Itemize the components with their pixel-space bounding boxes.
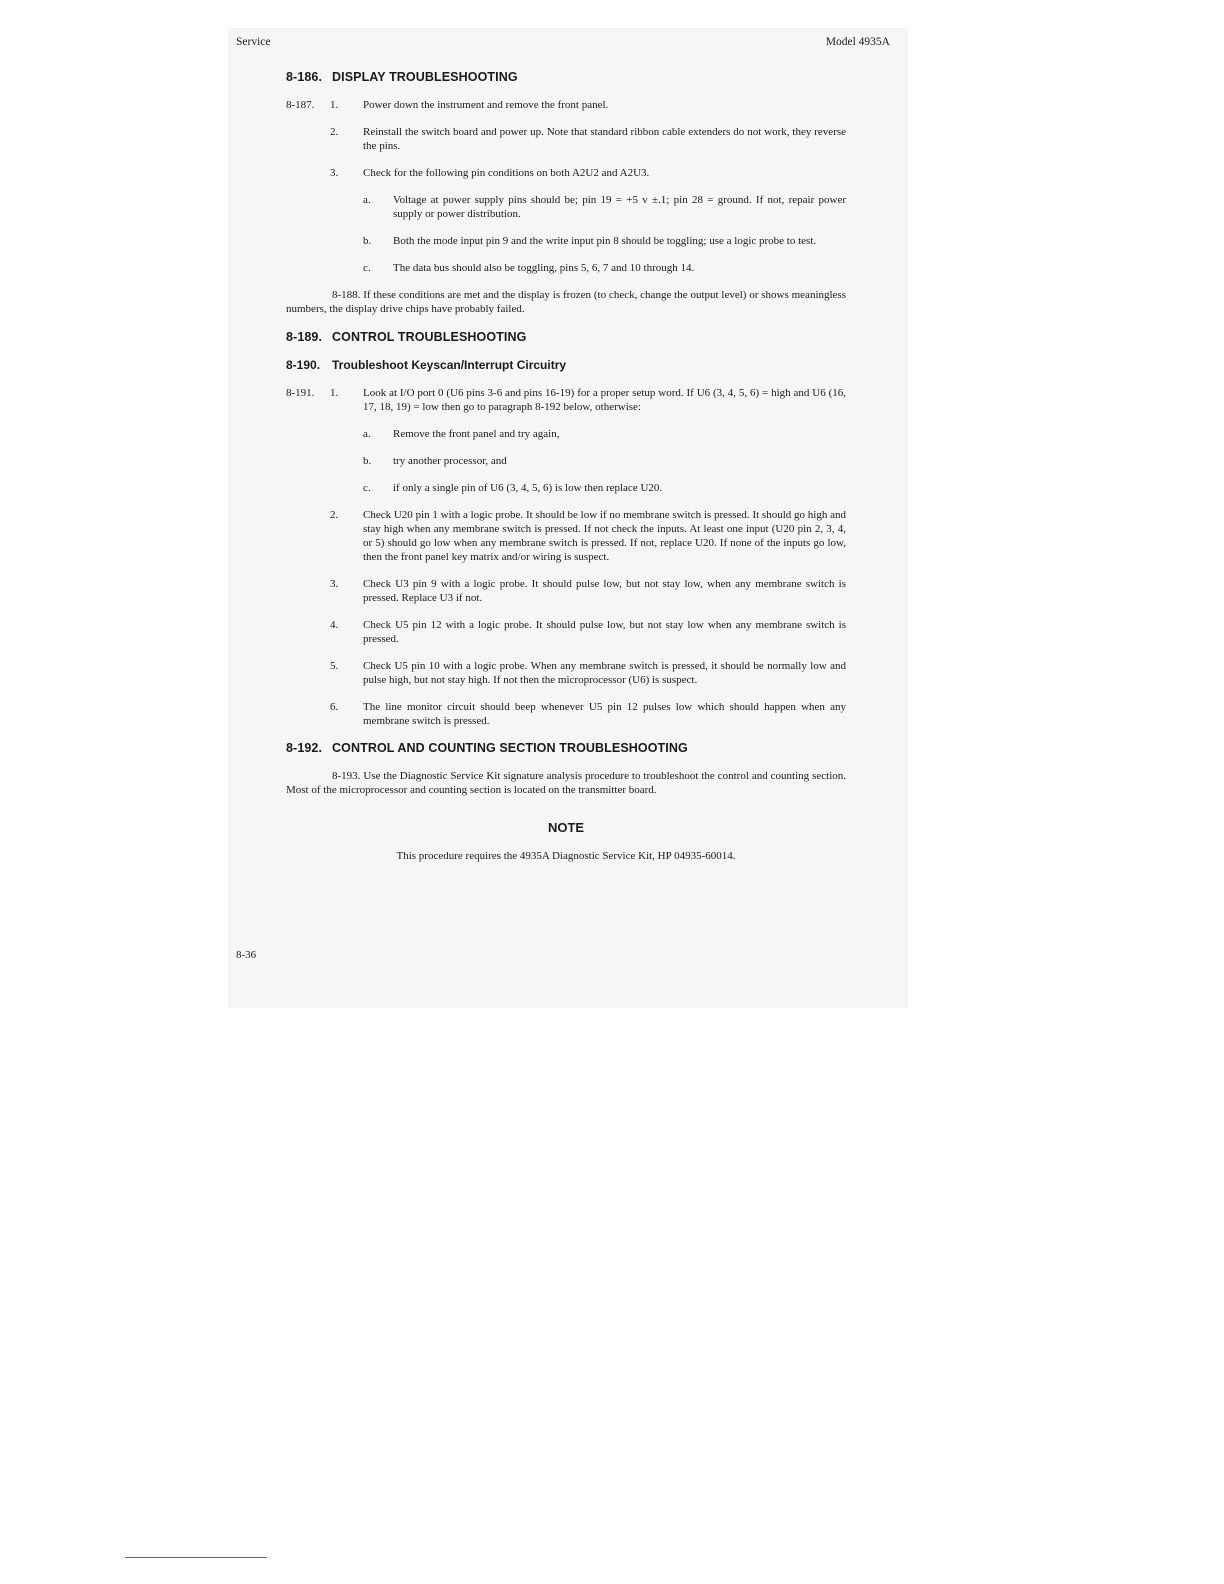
step-number: 2.	[330, 509, 339, 521]
step-item	[286, 659, 846, 687]
note-text: This procedure requires the 4935A Diagnostic Service Kit, HP 04935-60014.	[396, 850, 736, 862]
page-content	[286, 70, 846, 863]
step-number: 1.	[330, 99, 339, 111]
paragraph-number: 8-187.	[286, 99, 315, 111]
section-title: CONTROL TROUBLESHOOTING	[332, 330, 527, 344]
substep-letter: b.	[363, 455, 372, 467]
step-text: Check U5 pin 12 with a logic probe. It should pulse low, but not stay low when any membrane switch is pressed.	[363, 619, 846, 645]
substep-text: Voltage at power supply pins should be; pin 19 = +5 v ±.1; pin 28 = ground. If not, repair power supply or power distribution.	[393, 194, 846, 220]
paragraph-number: 8-188.	[332, 289, 361, 301]
step-number: 3.	[330, 578, 339, 590]
section-number: 8-189.	[286, 330, 323, 344]
step-item	[286, 166, 846, 180]
substep-item	[286, 261, 846, 275]
step-number: 3.	[330, 167, 339, 179]
header-model-label: Model 4935A	[825, 36, 890, 48]
paragraph-number: 8-191.	[286, 387, 315, 399]
step-item	[286, 577, 846, 605]
step-text: Check U5 pin 10 with a logic probe. When any membrane switch is pressed, it should be normally low and pulse high, but not stay high. If not then the microprocessor (U6) is suspect.	[363, 660, 846, 686]
section-title: Troubleshoot Keyscan/Interrupt Circuitry	[332, 358, 567, 372]
substep-text: if only a single pin of U6 (3, 4, 5, 6) is low then replace U20.	[393, 482, 663, 494]
note-heading: NOTE	[547, 820, 585, 835]
substep-item	[286, 427, 846, 441]
substep-item	[286, 481, 846, 495]
step-item	[286, 98, 846, 112]
substep-letter: c.	[363, 262, 371, 274]
step-item	[286, 700, 846, 728]
step-number: 5.	[330, 660, 339, 672]
paragraph-8-188	[286, 288, 846, 316]
substep-text: Both the mode input pin 9 and the write input pin 8 should be toggling; use a logic probe to test.	[393, 235, 817, 247]
step-text: Check U3 pin 9 with a logic probe. It should pulse low, but not stay low, when any membrane switch is pressed. Replace U3 if not.	[363, 578, 846, 604]
section-title: CONTROL AND COUNTING SECTION TROUBLESHOOTING	[332, 741, 688, 755]
paragraph-text: If these conditions are met and the display is frozen (to check, change the output level) or shows meaningless numbers, the display drive chips have probably failed.	[286, 289, 846, 315]
step-item	[286, 618, 846, 646]
substep-text: try another processor, and	[393, 455, 507, 467]
substep-item	[286, 454, 846, 468]
substep-letter: a.	[363, 428, 371, 440]
step-text: Reinstall the switch board and power up. Note that standard ribbon cable extenders do not work, they reverse the pins.	[363, 126, 846, 152]
step-number: 6.	[330, 701, 339, 713]
paragraph-8-193	[286, 769, 846, 797]
section-number: 8-192.	[286, 741, 323, 755]
paragraph-text: Use the Diagnostic Service Kit signature analysis procedure to troubleshoot the control and counting section. Most of the microprocessor and counting section is located on the transmitter board.	[286, 770, 846, 796]
substep-letter: b.	[363, 235, 372, 247]
section-number: 8-186.	[286, 70, 323, 84]
page-number: 8-36	[236, 949, 257, 961]
step-item	[286, 508, 846, 564]
substep-text: Remove the front panel and try again,	[393, 428, 560, 440]
substep-letter: c.	[363, 482, 371, 494]
step-text: Power down the instrument and remove the front panel.	[363, 99, 609, 111]
substep-text: The data bus should also be toggling, pins 5, 6, 7 and 10 through 14.	[393, 262, 695, 274]
step-item	[286, 386, 846, 414]
section-heading-display-troubleshooting	[286, 70, 846, 84]
substep-item	[286, 193, 846, 221]
step-number: 2.	[330, 126, 339, 138]
section-heading-control-troubleshooting	[286, 330, 846, 344]
section-title: DISPLAY TROUBLESHOOTING	[332, 70, 518, 84]
substep-letter: a.	[363, 194, 371, 206]
step-number: 1.	[330, 387, 339, 399]
footnote-rule	[125, 1557, 267, 1558]
step-text: Look at I/O port 0 (U6 pins 3-6 and pins 16-19) for a proper setup word. If U6 (3, 4, 5, 6) = high and U6 (16, 17, 18, 19) = low then go to paragraph 8-192 below, otherwise:	[363, 387, 846, 413]
step-text: The line monitor circuit should beep whenever U5 pin 12 pulses low which should happen when any membrane switch is pressed.	[363, 701, 846, 727]
subsection-heading-keyscan	[286, 358, 846, 372]
step-text: Check for the following pin conditions on both A2U2 and A2U3.	[363, 167, 650, 179]
step-text: Check U20 pin 1 with a logic probe. It should be low if no membrane switch is pressed. It should go high and stay high when any membrane switch is pressed. If not check the inputs. At least one input (U20 pin 2, 3, 4, or 5) should go low when any membrane switch is pressed. If not, replace U20. If none of the inputs go low, then the front panel key matrix and/or wiring is suspect.	[363, 509, 846, 563]
section-number: 8-190.	[286, 358, 321, 372]
substep-item	[286, 234, 846, 248]
header-section-label: Service	[236, 36, 271, 48]
paragraph-number: 8-193.	[332, 770, 361, 782]
step-item	[286, 125, 846, 153]
section-heading-control-counting	[286, 741, 846, 755]
step-number: 4.	[330, 619, 339, 631]
